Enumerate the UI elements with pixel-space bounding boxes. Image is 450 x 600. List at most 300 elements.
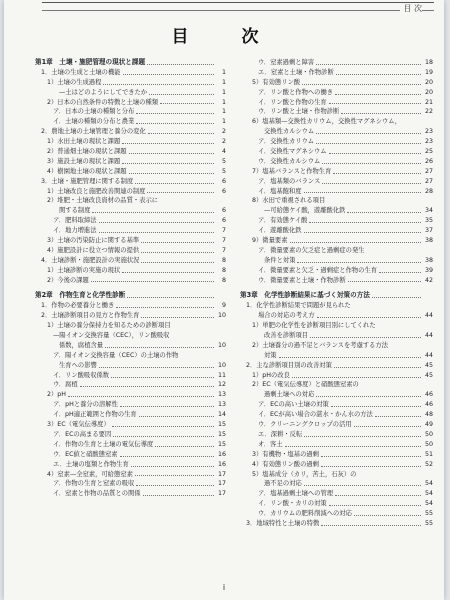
- toc-entry-title: ウ．リン酸と土壌・作物診断: [258, 108, 340, 116]
- toc-entry: [35, 157, 226, 167]
- toc-entry: [240, 479, 433, 489]
- toc-entry: [240, 341, 433, 351]
- toc-entry-page: 8: [221, 266, 226, 274]
- toc-leader-dots: [354, 515, 421, 516]
- toc-entry: [35, 489, 226, 499]
- toc-entry-title: ウ．窒素過剰と障害: [258, 58, 315, 66]
- toc-leader-dots: [139, 416, 214, 417]
- toc-entry: [35, 256, 226, 266]
- toc-leader-dots: [91, 281, 214, 282]
- toc-entry-page: 1: [221, 68, 226, 76]
- toc-entry-page: 16: [217, 450, 226, 458]
- toc-entry-title: 対策: [264, 351, 277, 359]
- toc-entry: [240, 410, 433, 420]
- toc-entry-title: 関する制度: [59, 207, 91, 215]
- toc-leader-dots: [285, 446, 421, 447]
- toc-leader-dots: [122, 163, 214, 164]
- toc-entry: [35, 187, 226, 197]
- toc-entry: [240, 157, 433, 167]
- toc-entry-title: イ．ECが高い場合の湛水・かん水の方法: [258, 411, 373, 419]
- toc-entry-title: 場合の対応の考え方: [258, 312, 315, 320]
- toc-leader-dots: [304, 436, 421, 437]
- toc-leader-dots: [297, 262, 421, 263]
- toc-leader-dots: [141, 317, 214, 318]
- toc-leader-dots: [136, 485, 214, 486]
- toc-entry-title: 1）土壌の養分保持力を知るための診断項目: [47, 322, 171, 330]
- toc-entry-page: 46: [424, 401, 433, 409]
- toc-leader-dots: [160, 103, 214, 104]
- toc-entry-page: 1: [221, 118, 226, 126]
- toc-entry-page: 35: [424, 217, 433, 225]
- toc-entry: [35, 430, 226, 440]
- toc-entry-title: 1．作物の必要養分と働き: [41, 302, 115, 310]
- toc-entry-title: 3）EC（電気伝導度）: [47, 421, 110, 429]
- toc-entry: [240, 381, 433, 391]
- toc-leader-dots: [304, 485, 421, 486]
- toc-entry-page: 10: [217, 361, 226, 369]
- toc-entry-page: 9: [221, 302, 226, 310]
- toc-leader-dots: [335, 495, 421, 496]
- toc-entry-page: 4: [221, 148, 226, 155]
- toc-leader-dots: [316, 64, 421, 65]
- toc-entry-page: 34: [424, 207, 433, 215]
- toc-entry: [35, 117, 226, 127]
- toc-entry: [35, 196, 226, 206]
- toc-entry-title: イ．リン酸吸収係数: [53, 371, 110, 379]
- toc-entry-title: 1）水田土壌の現状と課題: [47, 138, 121, 146]
- toc-entry-page: 8: [221, 256, 226, 264]
- toc-entry-title: 改善を診断項目: [264, 332, 309, 340]
- toc-entry-page: 15: [217, 421, 226, 429]
- toc-entry: [240, 331, 433, 341]
- toc-leader-dots: [147, 64, 214, 65]
- toc-entry-page: 17: [217, 490, 226, 498]
- toc-entry-page: 44: [424, 332, 433, 340]
- toc-entry-page: 23: [424, 128, 433, 136]
- toc-leader-dots: [329, 505, 421, 506]
- toc-entry: [240, 98, 433, 108]
- toc-leader-dots: [135, 475, 214, 476]
- toc-leader-dots: [127, 297, 214, 298]
- toc-leader-dots: [302, 84, 421, 85]
- toc-leader-dots: [99, 367, 214, 368]
- toc-entry-title: ウ．交換性カルシウム: [258, 157, 321, 165]
- toc-entry: [240, 400, 433, 410]
- toc-entry-page: 38: [424, 256, 433, 264]
- toc-entry-title: 3．地域特性と土壌の特徴: [246, 519, 320, 527]
- toc-entry-title: 第1章 土壌・施肥管理の現状と課題: [35, 58, 146, 66]
- toc-leader-dots: [375, 416, 421, 417]
- toc-entry-title: —陽イオン交換容量（CEC），リン酸吸収: [53, 332, 170, 340]
- toc-leader-dots: [322, 183, 421, 184]
- toc-entry-title: ア．有効態ケイ酸: [258, 217, 308, 225]
- toc-entry-page: 1: [221, 98, 226, 106]
- toc-entry-title: 4）樹園地土壌の現状と課題: [47, 167, 127, 175]
- toc-entry-page: 50: [424, 430, 433, 438]
- toc-leader-dots: [111, 377, 214, 378]
- toc-entry-title: ア．ECの高い土壌の対策: [258, 401, 329, 409]
- toc-entry-page: 44: [424, 312, 433, 320]
- toc-leader-dots: [372, 297, 421, 298]
- toc-leader-dots: [141, 242, 214, 243]
- toc-entry-title: 6）塩基類—交換性カリウム，交換性マグネシウム，: [252, 118, 402, 126]
- toc-leader-dots: [113, 436, 214, 437]
- toc-entry-title: 3）有機物・塩基の過剰: [252, 450, 319, 458]
- toc-entry: [240, 460, 433, 470]
- toc-entry: [240, 489, 433, 499]
- toc-entry-page: 1: [221, 108, 226, 116]
- toc-leader-dots: [354, 426, 421, 427]
- toc-entry-page: 2: [221, 128, 226, 136]
- toc-entry: [35, 127, 226, 137]
- toc-entry-page: 54: [424, 500, 433, 508]
- toc-entry-page: 52: [424, 460, 433, 468]
- toc-leader-dots: [92, 212, 214, 213]
- toc-entry-title: ア．陽イオン交換容量（CEC）の土壌の作物: [53, 351, 179, 359]
- toc-entry-title: 4）窒素—全窒素，可給態窒素: [47, 470, 133, 478]
- toc-entry-page: 46: [424, 391, 433, 399]
- toc-leader-dots: [105, 347, 214, 348]
- toc-entry-title: 2）土壌養分の過不足とバランスを考慮する方法: [252, 341, 389, 349]
- toc-entry-page: 16: [217, 460, 226, 468]
- toc-entry: [35, 341, 226, 351]
- toc-entry: [240, 499, 433, 509]
- toc-entry: [35, 246, 226, 256]
- toc-leader-dots: [329, 153, 421, 154]
- toc-entry: [35, 470, 226, 480]
- toc-leader-dots: [123, 74, 214, 75]
- toc-entry-page: 7: [221, 237, 226, 245]
- toc-entry-page: 27: [424, 167, 433, 175]
- toc-entry: [240, 187, 433, 197]
- toc-entry-page: 11: [217, 371, 226, 379]
- toc-entry: [240, 256, 433, 266]
- running-header-rule: [42, 2, 434, 11]
- toc-entry-page: 6: [221, 207, 226, 215]
- toc-entry-title: エ．土壌の塩類と作物生育: [53, 460, 129, 468]
- toc-entry-title: 2）pH: [47, 391, 67, 399]
- toc-leader-dots: [155, 446, 214, 447]
- toc-entry-page: 51: [424, 450, 433, 458]
- toc-leader-dots: [317, 317, 421, 318]
- toc-entry: [240, 58, 433, 68]
- toc-leader-dots: [334, 367, 421, 368]
- toc-leader-dots: [310, 337, 421, 338]
- toc-leader-dots: [148, 133, 214, 134]
- toc-leader-dots: [379, 272, 421, 273]
- toc-entry: [35, 450, 226, 460]
- toc-leader-dots: [99, 222, 214, 223]
- toc-leader-dots: [122, 272, 214, 273]
- toc-leader-dots: [321, 525, 421, 526]
- toc-leader-dots: [331, 406, 421, 407]
- toc-leader-dots: [131, 466, 214, 467]
- toc-entry-page: 38: [424, 237, 433, 245]
- toc-entry-title: ア．交換性カリウム: [258, 138, 315, 146]
- toc-entry-page: 28: [424, 187, 433, 195]
- toc-entry: [240, 107, 433, 117]
- toc-entry: [240, 519, 433, 529]
- toc-entry: [240, 430, 433, 440]
- toc-leader-dots: [135, 183, 214, 184]
- toc-entry-title: 過剰土壌への対応: [264, 391, 315, 399]
- toc-entry-title: ア．日本の土壌の種類と分布: [53, 108, 135, 116]
- toc-entry-title: イ．微量要素と欠乏・過剰症と作物の生育: [258, 266, 378, 274]
- toc-entry: [35, 351, 226, 361]
- toc-entry: [35, 147, 226, 157]
- toc-entry: [240, 301, 433, 311]
- toc-entry: [35, 78, 226, 88]
- toc-entry-page: 1: [221, 88, 226, 96]
- toc-entry-page: 45: [424, 361, 433, 369]
- toc-entry: [35, 460, 226, 470]
- toc-right-column: [240, 58, 433, 529]
- toc-leader-dots: [333, 173, 421, 174]
- toc-chapter-heading: [35, 58, 226, 68]
- toc-entry-title: ア．作物の生育と窒素の吸収: [53, 480, 135, 488]
- toc-entry: [35, 420, 226, 430]
- toc-entry-title: エ．深耕・反転: [258, 430, 303, 438]
- toc-leader-dots: [136, 113, 214, 114]
- toc-entry: [240, 216, 433, 226]
- toc-entry-title: 5）有効態リン酸: [252, 78, 301, 86]
- toc-entry-title: イ．作物の生育と土壌の電気伝導度: [53, 440, 154, 448]
- toc-entry-title: —可給態ケイ酸，遊離酸化鉄: [264, 207, 346, 215]
- toc-leader-dots: [120, 406, 214, 407]
- toc-entry: [35, 276, 226, 286]
- toc-entry-title: ア．リン酸と作物への働き: [258, 88, 334, 96]
- toc-leader-dots: [347, 212, 421, 213]
- toc-entry-title: イ．交換性マグネシウム: [258, 148, 327, 155]
- toc-leader-dots: [341, 113, 421, 114]
- toc-entry: [240, 246, 433, 256]
- toc-leader-dots: [68, 396, 214, 397]
- toc-entry-page: 12: [217, 381, 226, 389]
- toc-entry: [35, 177, 226, 187]
- toc-entry-title: 1．化学性診断結果で問題が見られた: [246, 302, 351, 310]
- toc-entry: [35, 98, 226, 108]
- toc-entry-page: 49: [424, 421, 433, 429]
- toc-entry-title: 過不足の対応: [264, 480, 302, 488]
- toc-entry-title: 条件と対策: [264, 256, 296, 264]
- toc-entry-page: 48: [424, 411, 433, 419]
- toc-entry-title: 2．主な診断項目別の改善対策: [246, 361, 332, 369]
- toc-entry-title: 2．土壌診断項目の見方と作物生育: [41, 312, 140, 320]
- toc-leader-dots: [136, 123, 214, 124]
- toc-entry: [240, 68, 433, 78]
- toc-entry: [240, 361, 433, 371]
- toc-leader-dots: [279, 357, 421, 358]
- toc-entry-page: 15: [217, 440, 226, 448]
- toc-leader-dots: [322, 163, 421, 164]
- toc-chapter-heading: [240, 291, 433, 301]
- toc-entry-page: 54: [424, 490, 433, 498]
- toc-entry-title: 2）今後の課題: [47, 276, 89, 284]
- toc-entry: [240, 321, 433, 331]
- toc-entry-title: 1）単肥の化学性を診断項目別にしてくれた: [252, 322, 376, 330]
- toc-leader-dots: [143, 495, 214, 496]
- toc-entry-page: 45: [424, 371, 433, 379]
- toc-entry-title: 3）施設土壌の現状と課題: [47, 157, 121, 165]
- toc-entry-page: 21: [424, 98, 433, 106]
- toc-entry-title: ア．塩基類のバランス: [258, 177, 321, 185]
- toc-entry: [35, 311, 226, 321]
- toc-entry-page: 55: [424, 519, 433, 527]
- toc-entry-page: 17: [217, 470, 226, 478]
- toc-entry-page: 22: [424, 108, 433, 116]
- toc-entry-title: 1．土壌の生成と土壌の機能: [41, 68, 121, 76]
- toc-entry: [240, 177, 433, 187]
- toc-entry-title: ウ．微量要素と土壌・作物診断: [258, 276, 346, 284]
- toc-entry-title: 1）土壌の生成過程: [47, 78, 102, 86]
- toc-entry: [35, 206, 226, 216]
- toc-entry-title: 4）施肥設計に役立つ情報の提供: [47, 246, 140, 254]
- toc-entry-title: 7）塩基バランスと作物生育: [252, 167, 332, 175]
- toc-entry-title: 交換性カルシウム: [264, 128, 315, 136]
- toc-entry: [240, 196, 433, 206]
- toc-entry-title: イ．遊離酸化鉄: [258, 227, 302, 235]
- toc-entry-title: イ．リン酸と作物の生育: [258, 98, 327, 106]
- toc-leader-dots: [149, 94, 214, 95]
- toc-entry: [240, 420, 433, 430]
- toc-leader-dots: [335, 94, 421, 95]
- toc-entry-title: 1）土壌診断の実施の現状: [47, 266, 121, 274]
- toc-entry: [240, 351, 433, 361]
- toc-entry-title: エ．窒素と土壌・作物診断: [258, 68, 334, 76]
- toc-leader-dots: [304, 192, 421, 193]
- toc-leader-dots: [348, 281, 421, 282]
- toc-entry: [35, 479, 226, 489]
- toc-leader-dots: [316, 133, 421, 134]
- toc-entry-page: 37: [424, 227, 433, 235]
- toc-entry-page: 13: [217, 391, 226, 399]
- toc-leader-dots: [141, 262, 214, 263]
- toc-entry: [240, 147, 433, 157]
- toc-entry-page: 10: [217, 341, 226, 349]
- toc-entry-page: 6: [221, 177, 226, 185]
- toc-entry-title: 2）普通畑土壌の現状と課題: [47, 148, 127, 155]
- toc-entry: [240, 226, 433, 236]
- toc-entry-title: 5）塩基成分（カリ，苦土，石灰）の: [252, 470, 357, 478]
- toc-entry-title: 2）EC（電気伝導度）と硝酸態窒素の: [252, 381, 359, 389]
- toc-entry: [240, 390, 433, 400]
- toc-entry-page: 6: [221, 217, 226, 225]
- toc-entry-title: ア．肥料取締法: [53, 217, 97, 225]
- toc-entry-title: ア．塩基過剰土壌への管理: [258, 490, 334, 498]
- toc-entry-page: 1: [221, 78, 226, 86]
- toc-entry-page: 2: [221, 138, 226, 146]
- toc-entry-title: 3）土壌の汚染防止に関する基準: [47, 237, 140, 245]
- toc-entry-title: 3．土壌・施肥管理に関する制度: [41, 177, 134, 185]
- toc-entry-page: 55: [424, 510, 433, 518]
- toc-entry-title: ウ．カリウムの肥料削減への対応: [258, 510, 352, 518]
- toc-leader-dots: [329, 103, 421, 104]
- page-title: 目 次: [171, 27, 277, 47]
- toc-entry-title: ウ．クリーニングクロップの活用: [258, 421, 352, 429]
- toc-entry: [240, 311, 433, 321]
- toc-entry-page: 7: [221, 246, 226, 254]
- toc-entry: [240, 88, 433, 98]
- toc-leader-dots: [129, 173, 214, 174]
- toc-entry-title: ア．pHと養分の溶解性: [53, 401, 118, 409]
- toc-entry-page: 20: [424, 88, 433, 96]
- toc-entry: [240, 206, 433, 216]
- document-page: [4, 0, 444, 600]
- toc-leader-dots: [316, 143, 421, 144]
- toc-entry-title: イ．地力増進法: [53, 227, 97, 235]
- toc-entry-title: ウ．EC値と硝酸態窒素: [53, 450, 118, 458]
- toc-entry: [240, 137, 433, 147]
- toc-entry-page: 42: [424, 276, 433, 284]
- toc-chapter-heading: [35, 291, 226, 301]
- toc-entry-title: 1）土壌改良と施肥改善関連の制度: [47, 187, 146, 195]
- toc-entry-title: 1）pHの改良: [252, 371, 290, 379]
- toc-leader-dots: [103, 84, 214, 85]
- toc-entry: [35, 381, 226, 391]
- toc-entry: [35, 390, 226, 400]
- toc-leader-dots: [112, 426, 214, 427]
- page-number: i: [222, 583, 226, 592]
- toc-entry-page: 25: [424, 148, 433, 155]
- toc-entry-page: 20: [424, 78, 433, 86]
- toc-entry: [240, 78, 433, 88]
- toc-entry-title: 2．農地土壌の土壌管理と養分の変化: [41, 128, 146, 136]
- toc-entry-page: 50: [424, 440, 433, 448]
- toc-entry-title: イ．塩基飽和度: [258, 187, 302, 195]
- toc-leader-dots: [129, 153, 214, 154]
- toc-leader-dots: [99, 232, 214, 233]
- toc-entry-title: 4．土壌診断・施肥設計の実施状況: [41, 256, 140, 264]
- running-header-label: 目 次: [400, 3, 422, 14]
- toc-entry-page: 5: [221, 157, 226, 165]
- toc-entry-page: 15: [217, 430, 226, 438]
- toc-leader-dots: [304, 232, 421, 233]
- toc-leader-dots: [122, 143, 214, 144]
- toc-entry-page: 17: [217, 480, 226, 488]
- toc-entry-page: 7: [221, 227, 226, 235]
- toc-left-column: [35, 58, 226, 499]
- toc-entry-page: 18: [424, 58, 433, 66]
- toc-entry: [35, 361, 226, 371]
- toc-entry: [240, 127, 433, 137]
- toc-entry-title: イ．リン酸・カリの対策: [258, 500, 327, 508]
- toc-leader-dots: [116, 307, 214, 308]
- toc-entry: [35, 167, 226, 177]
- toc-leader-dots: [80, 386, 214, 387]
- toc-entry: [35, 321, 226, 331]
- toc-leader-dots: [292, 377, 421, 378]
- toc-entry-title: 2）堆肥・土壌改良資材の品質・表示に: [47, 197, 159, 205]
- toc-entry-page: 13: [217, 401, 226, 409]
- toc-entry-title: 係数，腐植含量: [59, 341, 104, 349]
- toc-entry-title: —土はどのようにしてできたか: [59, 88, 148, 96]
- toc-entry: [240, 470, 433, 480]
- toc-leader-dots: [321, 466, 421, 467]
- toc-entry-title: ア．微量要素の欠乏症と過剰症の発生: [258, 246, 365, 254]
- toc-entry-title: 第2章 作物生育と化学性診断: [35, 291, 126, 300]
- toc-entry: [240, 450, 433, 460]
- toc-entry-page: 14: [217, 411, 226, 419]
- toc-entry-title: ア．ECの高まる要因: [53, 430, 112, 438]
- toc-entry-page: 27: [424, 177, 433, 185]
- toc-entry: [35, 137, 226, 147]
- toc-leader-dots: [290, 242, 422, 243]
- toc-entry-title: イ．pH適正範囲と作物の生育: [53, 411, 137, 419]
- toc-entry: [35, 236, 226, 246]
- toc-entry: [240, 509, 433, 519]
- toc-entry-title: 4）有効態リン酸の過剰: [252, 460, 319, 468]
- toc-entry-title: イ．土壌の種類の分布と農業: [53, 118, 135, 126]
